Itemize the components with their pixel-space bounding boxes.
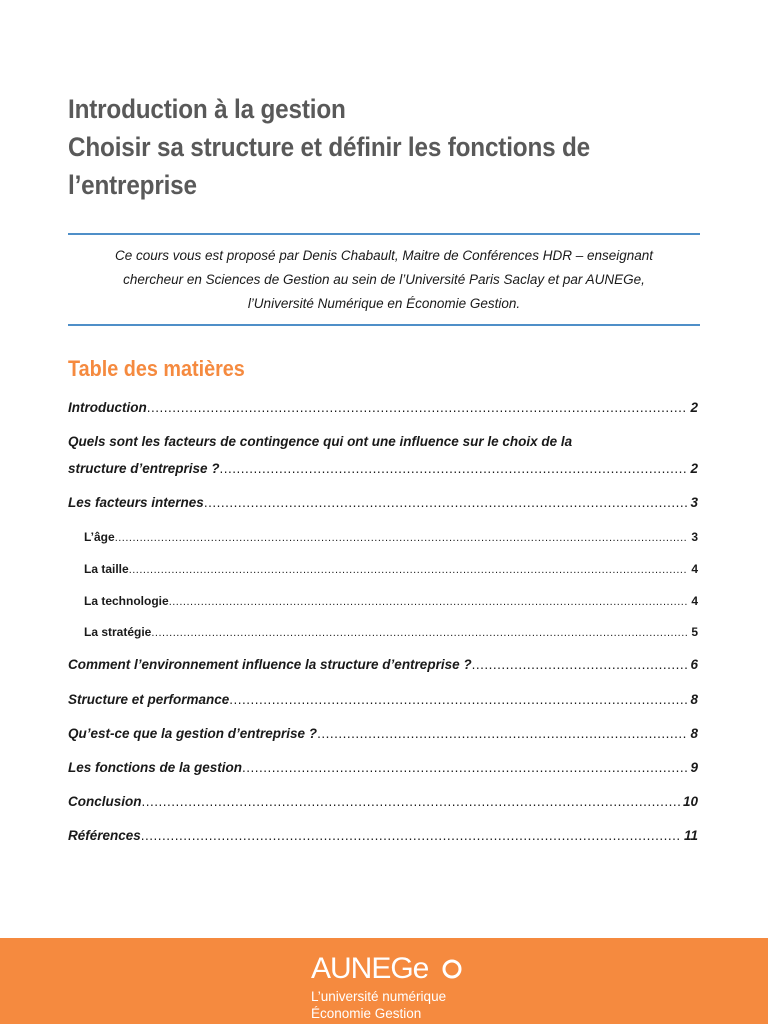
toc-entry-label: La stratégie (84, 625, 152, 639)
toc-leader (169, 596, 689, 608)
toc-page-number: 2 (690, 400, 698, 415)
toc-entry-label: Introduction (68, 400, 147, 415)
toc-entry-introduction[interactable] (68, 400, 698, 415)
toc-leader (242, 760, 687, 775)
logo-tagline-1: L’université numérique (311, 989, 447, 1004)
title-line-1: Introduction à la gestion (68, 94, 346, 124)
toc-leader (115, 532, 689, 544)
toc-entry-facteurs-internes[interactable] (68, 495, 698, 510)
toc-page-number: 2 (690, 461, 698, 476)
top-divider (68, 233, 700, 235)
toc-entry-environnement[interactable] (68, 657, 698, 672)
document-title (68, 90, 653, 204)
toc-entry-label-line-1: Quels sont les facteurs de contingence qui ont une influence sur le choix de la (68, 434, 573, 449)
toc-page-number: 8 (690, 726, 698, 741)
toc-entry-age[interactable] (84, 530, 698, 544)
toc-entry-taille[interactable] (84, 562, 698, 576)
toc-entry-label: Les facteurs internes (68, 495, 204, 510)
toc-leader (141, 828, 681, 843)
toc-entry-gestion-entreprise[interactable] (68, 726, 698, 741)
toc-entry-label: Conclusion (68, 794, 142, 809)
intro-line-3: l’Université Numérique en Économie Gestion. (247, 296, 521, 311)
footer-banner (0, 938, 768, 1024)
toc-page-number: 9 (690, 760, 698, 775)
toc-leader (142, 794, 680, 809)
toc-leader (204, 495, 688, 510)
toc-leader (147, 400, 688, 415)
toc-entry-label: structure d’entreprise ? (68, 461, 220, 476)
toc-entry-contingence[interactable] (68, 434, 698, 476)
toc-page-number: 11 (683, 828, 698, 843)
toc-page-number: 10 (682, 794, 698, 809)
toc-leader (151, 627, 688, 639)
toc-page-number: 6 (690, 657, 698, 672)
intro-line-2: chercheur en Sciences de Gestion au sein de l’Université Paris Saclay et par AUNEGe, (123, 272, 645, 287)
toc-entry-label: Qu’est-ce que la gestion d’entreprise ? (68, 726, 318, 741)
toc-entry-label: La technologie (84, 594, 169, 608)
toc-page-number: 4 (691, 562, 698, 576)
toc-entry-technologie[interactable] (84, 594, 698, 608)
toc-leader (317, 726, 687, 741)
toc-entry-structure-performance[interactable] (68, 692, 698, 707)
toc-leader (220, 461, 688, 476)
toc-page-number: 5 (691, 625, 698, 639)
toc-entry-label: Comment l’environnement influence la structure d’entreprise ? (68, 657, 472, 672)
toc-heading: Table des matières (68, 356, 245, 381)
toc-entry-line-2 (68, 461, 698, 476)
toc-leader (129, 564, 689, 576)
bottom-divider (68, 324, 700, 326)
toc-entry-label: Structure et performance (68, 692, 230, 707)
title-line-2: Choisir sa structure et définir les fonctions de (68, 132, 591, 162)
logo-circle-mark (444, 961, 460, 977)
toc-entry-label: L’âge (84, 530, 115, 544)
toc-entry-strategie[interactable] (84, 625, 698, 639)
toc-page-number: 3 (690, 495, 698, 510)
toc-page-number: 4 (691, 594, 698, 608)
toc-entry-label: La taille (84, 562, 129, 576)
intro-line-1: Ce cours vous est proposé par Denis Chabault, Maitre de Conférences HDR – enseignant (114, 248, 654, 263)
toc-leader (229, 692, 687, 707)
toc-page-number: 3 (691, 530, 698, 544)
logo-tagline-2: Économie Gestion (311, 1006, 422, 1021)
toc-entry-label: Les fonctions de la gestion (68, 760, 243, 775)
toc-leader (472, 657, 688, 672)
toc-entry-fonctions-gestion[interactable] (68, 760, 698, 775)
toc-entry-references[interactable] (68, 828, 698, 843)
toc-entry-conclusion[interactable] (68, 794, 698, 809)
intro-paragraph (68, 244, 700, 316)
aunege-logo (0, 938, 768, 1024)
toc-entry-label: Références (68, 828, 141, 843)
logo-wordmark: AUNEGe (311, 952, 429, 985)
title-line-3: l’entreprise (68, 170, 197, 200)
toc-page-number: 8 (690, 692, 698, 707)
